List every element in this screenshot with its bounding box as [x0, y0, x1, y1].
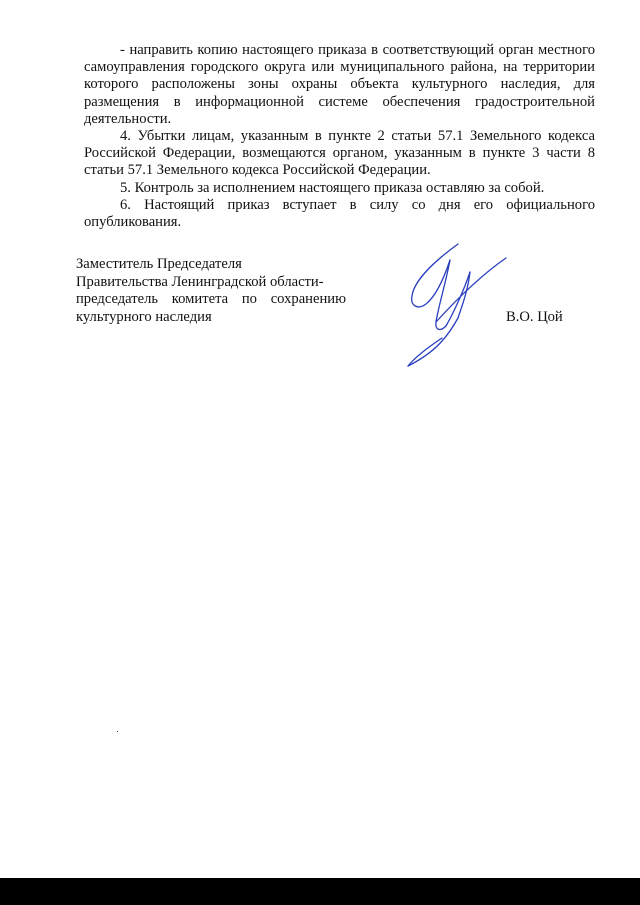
signatory-position-line-1: Заместитель Председателя [76, 256, 242, 272]
scan-speck [117, 731, 118, 732]
signer-name: В.О. Цой [506, 309, 563, 325]
paragraph-entry-into-force: 6. Настоящий приказ вступает в силу со дня его официального опубликования. [84, 196, 595, 231]
signatory-position-line-4: культурного наследия [76, 308, 212, 325]
signatory-position-line-3: председатель комитета по сохранению [76, 291, 346, 308]
handwritten-signature [396, 238, 516, 372]
paragraph-control: 5. Контроль за исполнением настоящего приказа оставляю за собой. [120, 179, 545, 196]
signatory-position [76, 256, 346, 326]
paragraph-damages: 4. Убытки лицам, указанным в пункте 2 статьи 57.1 Земельного кодекса Российской Федерации, возмещаются органом, указанным в пункте 3 части 8 статьи 57.1 Земельного кодекса Российской Федерации. [84, 128, 595, 179]
document-body [84, 42, 595, 231]
scan-bottom-edge [0, 878, 640, 905]
signatory-position-line-2: Правительства Ленинградской области- [76, 273, 324, 290]
paragraph-send-copy: - направить копию настоящего приказа в соответствующий орган местного самоуправления городского округа или муниципального района, на территории которого расположены зоны охраны объекта культурного наследия, для размещения в информационной системе обеспечения градостроительной деятельности. [84, 42, 595, 127]
